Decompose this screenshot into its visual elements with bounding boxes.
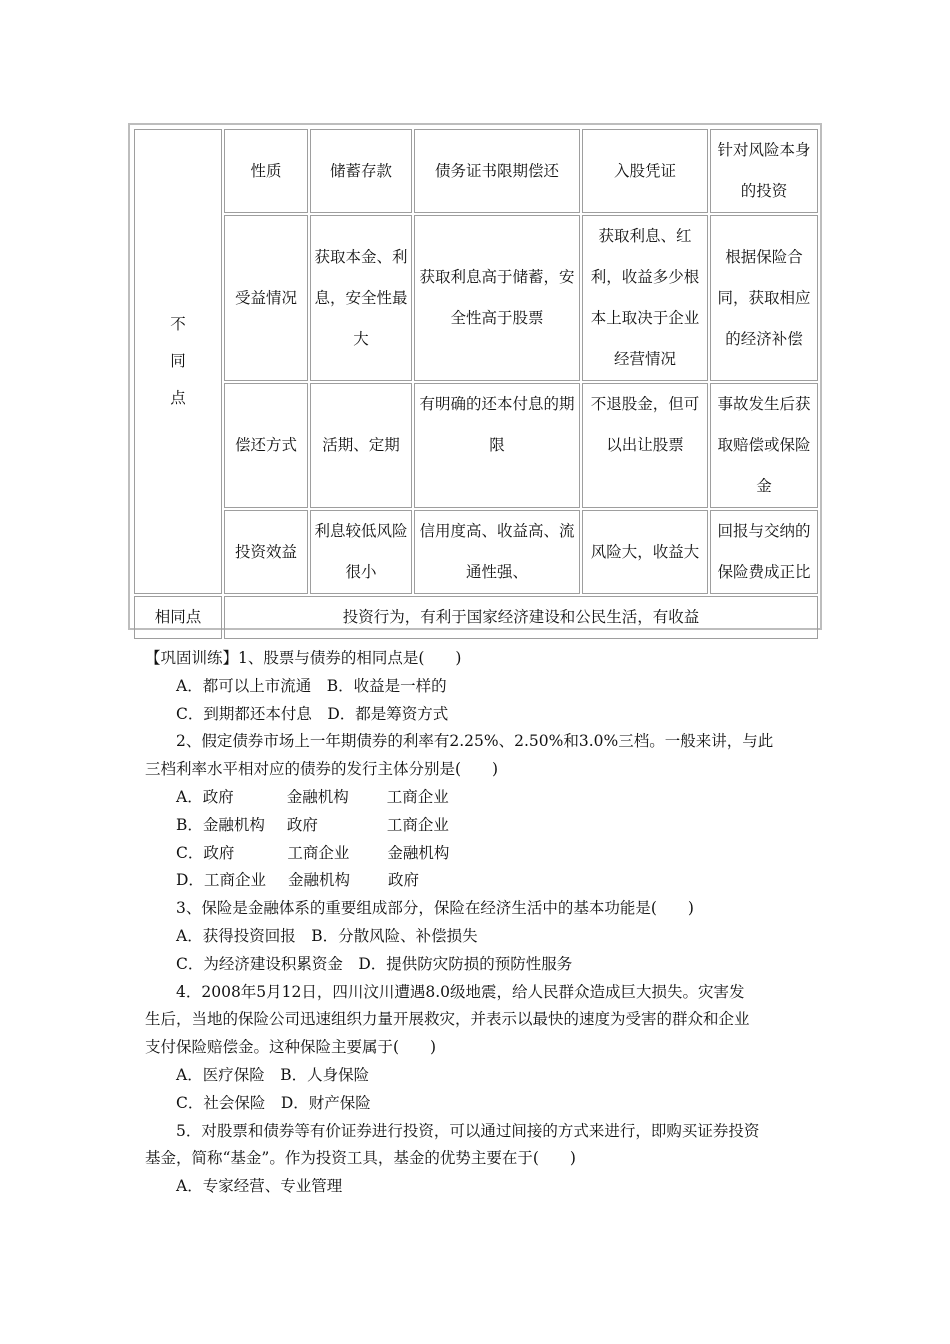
table-cell: 不退股金，但可以出让股票 (582, 383, 708, 508)
option-part: 政府 (202, 787, 234, 806)
option-part: 金融机构 (202, 815, 265, 834)
table-row (134, 129, 818, 213)
table-row (134, 215, 818, 381)
diff-label-cell (134, 129, 222, 594)
same-label-cell: 相同点 (134, 596, 222, 639)
question-2-title-cont: 三档利率水平相对应的债券的发行主体分别是( ) (145, 760, 499, 779)
row-label: 偿还方式 (224, 383, 308, 508)
header-cell: 针对风险本身的投资 (710, 129, 818, 213)
option-part: 工商企业 (203, 871, 266, 890)
exercise-section (145, 645, 820, 1201)
option-part: 金融机构 (387, 843, 450, 862)
question-4-title: 4．2008年5月12日，四川汶川遭遇8.0级地震，给人民群众造成巨大损失。灾害发 (176, 982, 745, 1001)
option-part: 政府 (387, 871, 419, 890)
question-4-title-cont: 支付保险赔偿金。这种保险主要属于( ) (145, 1038, 437, 1057)
table-row (134, 510, 818, 594)
question-1-title: 【巩固训练】1、股票与债券的相同点是( ) (145, 649, 462, 667)
table-cell: 信用度高、收益高、流通性强、 (414, 510, 580, 594)
question-3-title: 3、保险是金融体系的重要组成部分，保险在经济生活中的基本功能是( ) (176, 899, 694, 918)
question-5-title: 5．对股票和债券等有价证券进行投资，可以通过间接的方式来进行，即购买证券投资 (176, 1121, 760, 1140)
table-row (134, 383, 818, 508)
question-4-options-ab: A．医疗保险 B．人身保险 (176, 1065, 370, 1084)
question-4-title-cont: 生后，当地的保险公司迅速组织力量开展救灾，并表示以最快的速度为受害的群众和企业 (145, 1010, 750, 1029)
question-3-options-ab: A．获得投资回报 B．分散风险、补偿损失 (176, 926, 478, 945)
header-cell: 储蓄存款 (310, 129, 412, 213)
option-part: 工商企业 (287, 843, 350, 862)
table-cell: 活期、定期 (310, 383, 412, 508)
comparison-table (132, 127, 820, 641)
question-2-title: 2、假定债券市场上一年期债券的利率有2.25%、2.50%和3.0%三档。一般来讲，与此 (176, 732, 774, 751)
question-5-option-a: A．专家经营、专业管理 (176, 1177, 343, 1196)
diff-label-char: 同 (170, 352, 186, 370)
table-cell: 有明确的还本付息的期限 (414, 383, 580, 508)
option-part: 工商企业 (386, 815, 449, 834)
option-part: 政府 (203, 843, 235, 862)
option-part: 政府 (286, 815, 318, 834)
question-2-option-c (145, 840, 820, 868)
option-letter: A． (176, 787, 203, 806)
comparison-table-frame (128, 123, 822, 630)
question-4-options-cd: C．社会保险 D．财产保险 (176, 1093, 371, 1112)
table-cell: 风险大，收益大 (582, 510, 708, 594)
table-cell: 获取利息、红利，收益多少根本上取决于企业经营情况 (582, 215, 708, 381)
question-1-options-ab: A．都可以上市流通 B．收益是一样的 (176, 676, 447, 695)
question-1-options-cd: C．到期都还本付息 D．都是筹资方式 (176, 704, 449, 723)
table-cell: 回报与交纳的保险费成正比 (710, 510, 818, 594)
diff-label-char: 点 (170, 389, 186, 407)
row-label: 投资效益 (224, 510, 308, 594)
table-cell: 事故发生后获取赔偿或保险金 (710, 383, 818, 508)
question-5-title-cont: 基金，简称“基金”。作为投资工具，基金的优势主要在于( ) (145, 1149, 576, 1168)
question-3-options-cd: C．为经济建设积累资金 D．提供防灾防损的预防性服务 (176, 954, 573, 973)
table-cell: 根据保险合同，获取相应的经济补偿 (710, 215, 818, 381)
same-text-cell: 投资行为，有利于国家经济建设和公民生活，有收益 (224, 596, 818, 639)
diff-label-char: 不 (170, 315, 186, 333)
question-2-option-b (145, 812, 820, 840)
option-part: 金融机构 (287, 871, 350, 890)
question-2-option-a (145, 784, 820, 812)
option-part: 工商企业 (386, 787, 449, 806)
table-cell: 获取利息高于储蓄，安全性高于股票 (414, 215, 580, 381)
header-cell: 入股凭证 (582, 129, 708, 213)
question-2-option-d (145, 867, 820, 895)
header-cell: 性质 (224, 129, 308, 213)
header-cell: 债务证书限期偿还 (414, 129, 580, 213)
option-part: 金融机构 (286, 787, 349, 806)
table-row (134, 596, 818, 639)
option-letter: B． (176, 815, 203, 834)
option-letter: C． (176, 843, 204, 862)
table-cell: 获取本金、利息，安全性最大 (310, 215, 412, 381)
table-cell: 利息较低风险很小 (310, 510, 412, 594)
option-letter: D． (176, 871, 204, 890)
row-label: 受益情况 (224, 215, 308, 381)
